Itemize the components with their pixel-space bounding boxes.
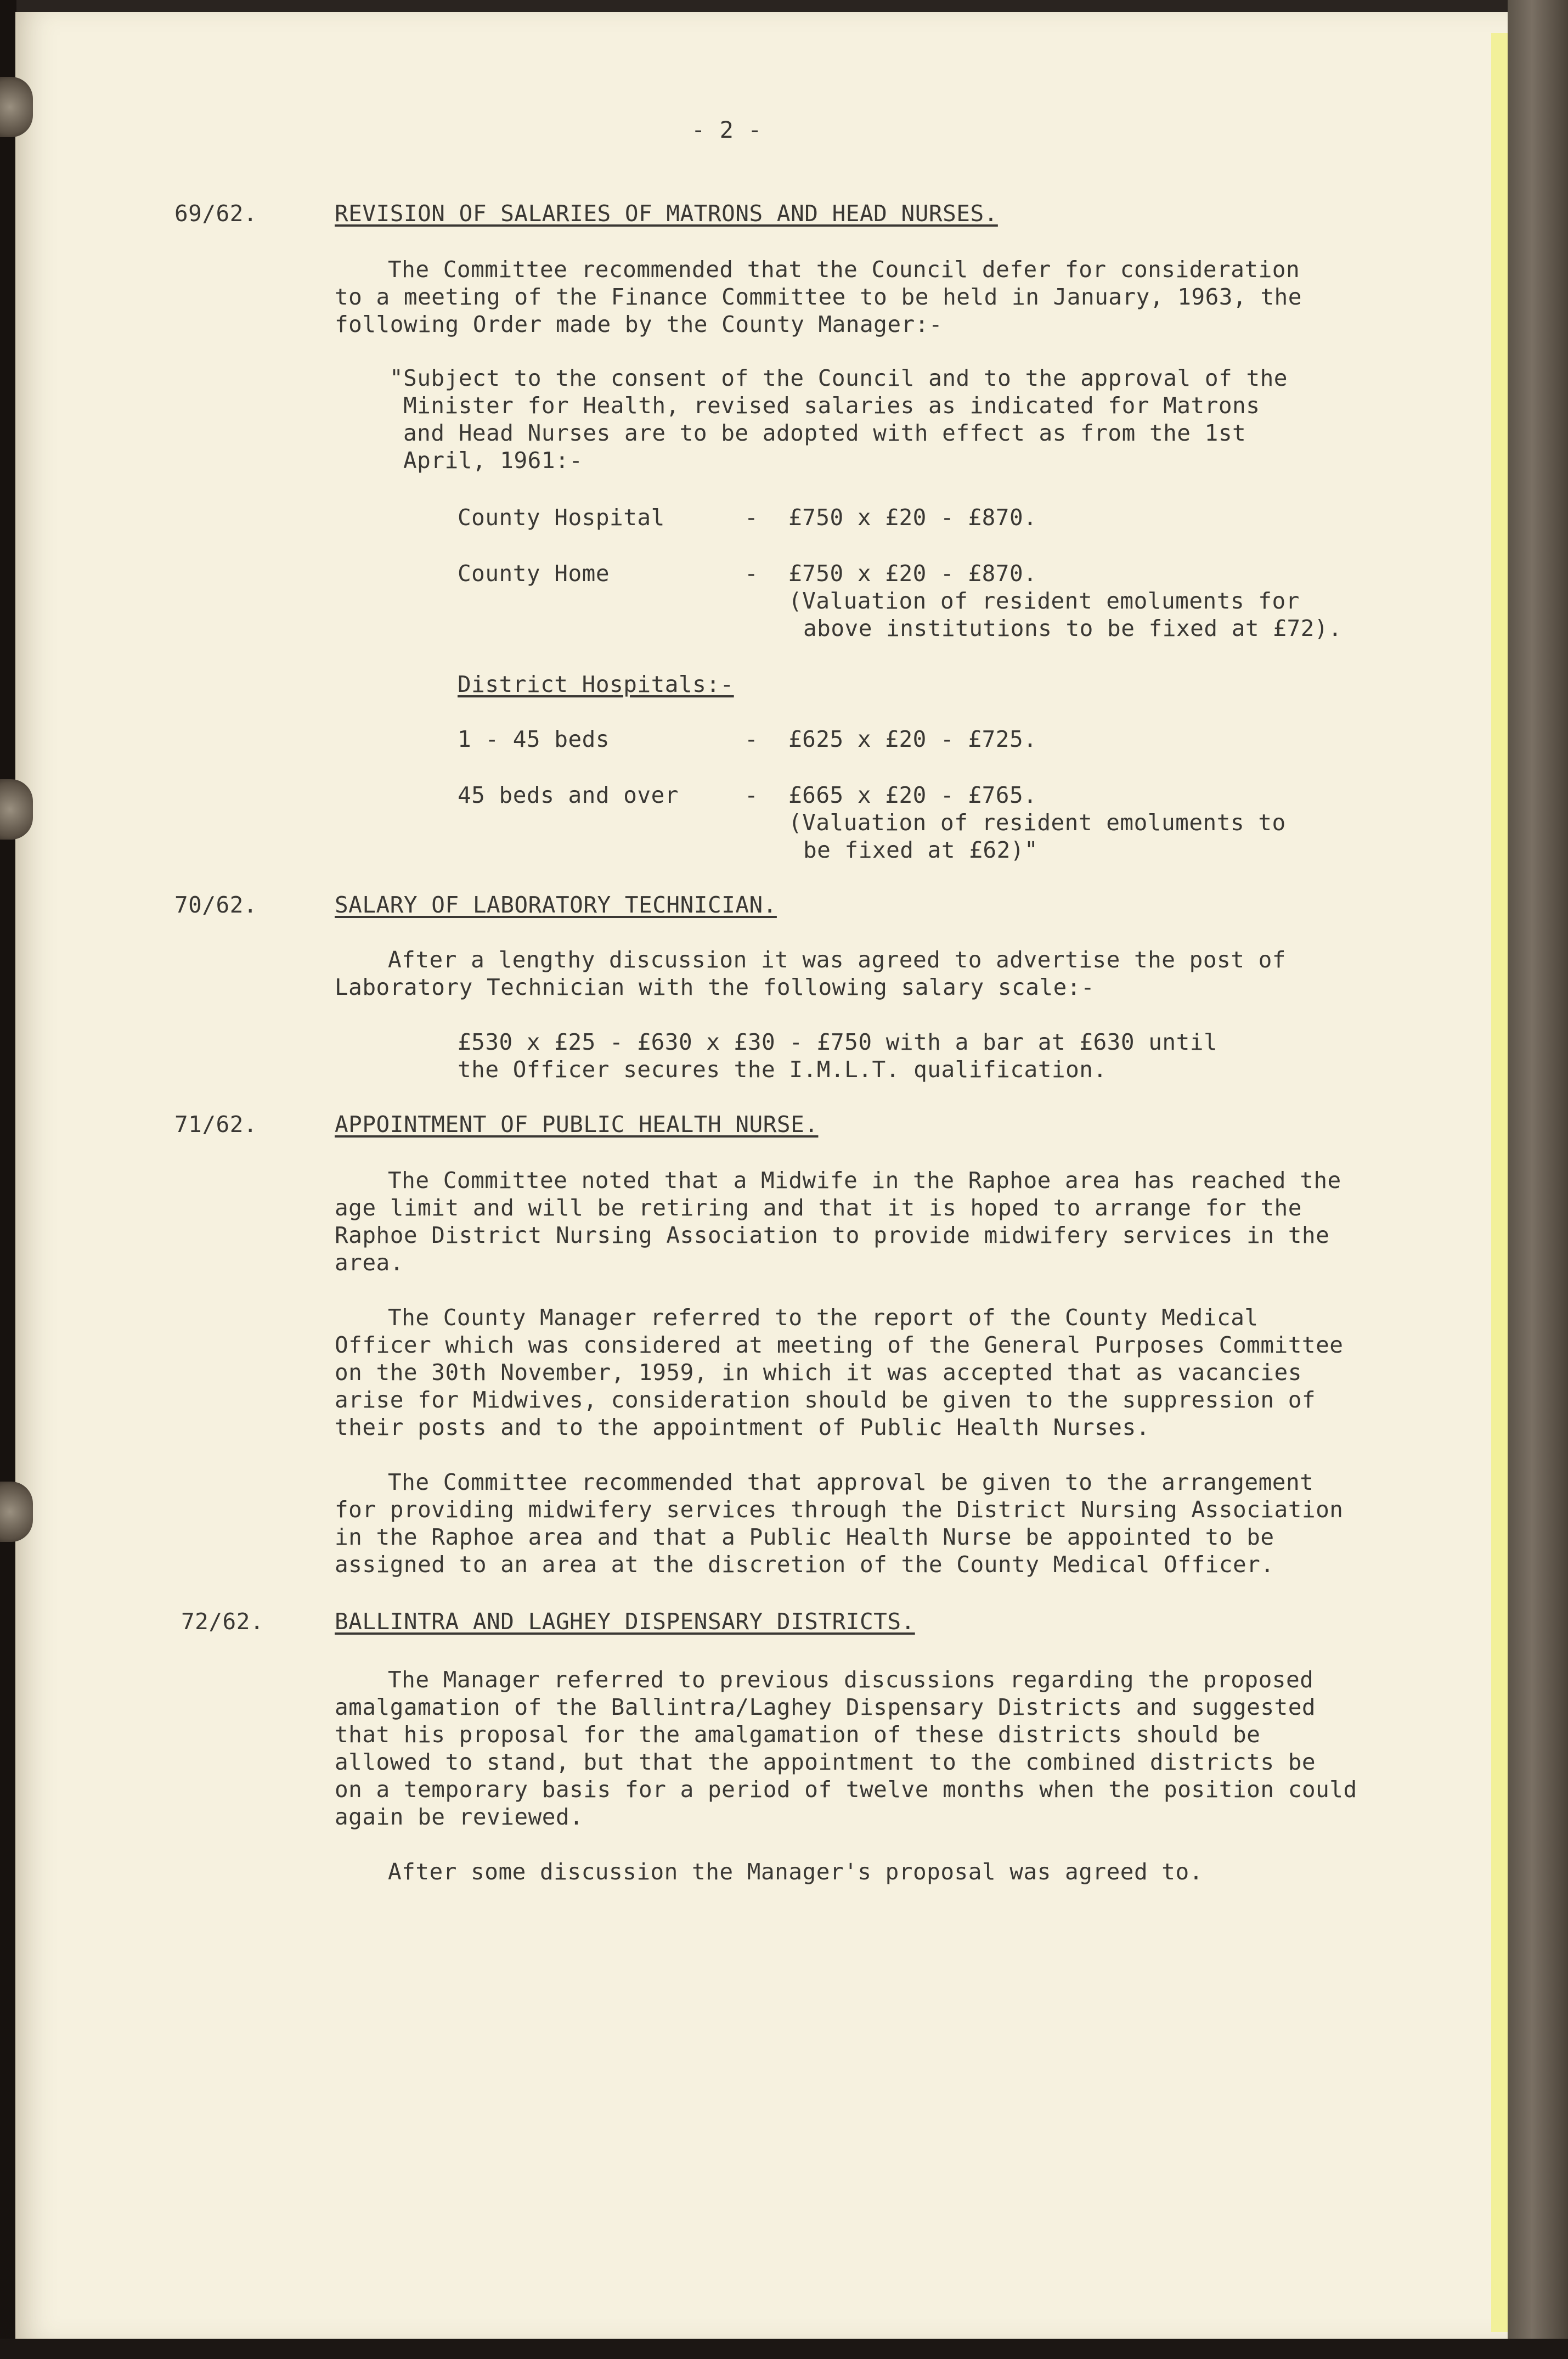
scale-value: £665 x £20 - £765. (788, 782, 1037, 808)
scale-line: the Officer secures the I.M.L.T. qualification. (458, 1056, 1107, 1083)
scale-label: County Home (458, 560, 610, 587)
paragraph-line: The Committee recommended that approval be given to the arrangement (388, 1469, 1314, 1495)
paragraph-line: Laboratory Technician with the following salary scale:- (335, 974, 1095, 1000)
paragraph-line: that his proposal for the amalgamation of these districts should be (335, 1721, 1261, 1748)
scale-value: £625 x £20 - £725. (788, 726, 1037, 752)
quote-line: Minister for Health, revised salaries as indicated for Matrons (403, 392, 1260, 419)
paragraph-line: their posts and to the appointment of Public Health Nurses. (335, 1414, 1150, 1440)
paragraph-line: The Committee recommended that the Council defer for consideration (388, 256, 1300, 283)
binder-ring-icon (0, 779, 33, 840)
paragraph-line: The County Manager referred to the report of the County Medical (388, 1304, 1259, 1331)
item-heading: APPOINTMENT OF PUBLIC HEALTH NURSE. (335, 1111, 819, 1138)
paragraph-line: again be reviewed. (335, 1804, 584, 1830)
scale-line: £530 x £25 - £630 x £30 - £750 with a bar at £630 until (458, 1029, 1218, 1055)
item-number: 69/62. (174, 200, 258, 227)
quote-line: April, 1961:- (403, 447, 583, 474)
paragraph-line: for providing midwifery services through the District Nursing Association (335, 1496, 1344, 1523)
paragraph-line: The Manager referred to previous discussions regarding the proposed (388, 1666, 1314, 1693)
page-number: - 2 - (691, 116, 762, 143)
subheading: District Hospitals:- (458, 671, 734, 697)
binder-bottom-edge (0, 2339, 1568, 2359)
scale-value: £750 x £20 - £870. (788, 560, 1037, 587)
page-edge-strip (1491, 33, 1508, 2332)
binding-left-edge (0, 0, 16, 2359)
scale-label: County Hospital (458, 504, 665, 531)
item-heading: BALLINTRA AND LAGHEY DISPENSARY DISTRICTS. (335, 1608, 915, 1635)
scale-dash: - (744, 504, 759, 531)
scale-dash: - (744, 560, 759, 587)
item-heading: REVISION OF SALARIES OF MATRONS AND HEAD NURSES. (335, 200, 998, 227)
paragraph-line: allowed to stand, but that the appointment to the combined districts be (335, 1749, 1316, 1775)
paragraph-line: After some discussion the Manager's proposal was agreed to. (388, 1859, 1203, 1885)
binder-ring-icon (0, 1482, 33, 1542)
paragraph-line: in the Raphoe area and that a Public Health Nurse be appointed to be (335, 1524, 1274, 1550)
scale-note: (Valuation of resident emoluments to (788, 809, 1286, 836)
paragraph-line: to a meeting of the Finance Committee to be held in January, 1963, the (335, 284, 1302, 310)
paragraph-line: Officer which was considered at meeting of the General Purposes Committee (335, 1332, 1344, 1358)
scale-dash: - (744, 726, 759, 752)
binder-ring-icon (0, 77, 33, 137)
scale-label: 1 - 45 beds (458, 726, 610, 752)
scale-note: above institutions to be fixed at £72). (803, 615, 1343, 641)
quote-line: "Subject to the consent of the Council and to the approval of the (390, 365, 1288, 391)
paragraph-line: Raphoe District Nursing Association to provide midwifery services in the (335, 1222, 1330, 1248)
paragraph-line: The Committee noted that a Midwife in the Raphoe area has reached the (388, 1167, 1341, 1193)
quote-line: and Head Nurses are to be adopted with effect as from the 1st (403, 420, 1246, 446)
paragraph-line: area. (335, 1249, 404, 1276)
item-heading: SALARY OF LABORATORY TECHNICIAN. (335, 892, 777, 918)
paragraph-line: following Order made by the County Manager:- (335, 311, 943, 337)
paragraph-line: assigned to an area at the discretion of the County Medical Officer. (335, 1551, 1274, 1578)
item-number: 72/62. (181, 1608, 264, 1635)
scale-label: 45 beds and over (458, 782, 679, 808)
item-number: 70/62. (174, 892, 258, 918)
paragraph-line: arise for Midwives, consideration should be given to the suppression of (335, 1387, 1316, 1413)
paragraph-line: After a lengthy discussion it was agreed to advertise the post of (388, 947, 1286, 973)
paragraph-line: age limit and will be retiring and that it is hoped to arrange for the (335, 1195, 1302, 1221)
paragraph-line: on a temporary basis for a period of twelve months when the position could (335, 1776, 1357, 1803)
scale-value: £750 x £20 - £870. (788, 504, 1037, 531)
scale-dash: - (744, 782, 759, 808)
paragraph-line: on the 30th November, 1959, in which it was accepted that as vacancies (335, 1359, 1302, 1386)
scale-note: (Valuation of resident emoluments for (788, 588, 1300, 614)
scale-note: be fixed at £62)" (803, 837, 1039, 863)
item-number: 71/62. (174, 1111, 258, 1138)
paragraph-line: amalgamation of the Ballintra/Laghey Dispensary Districts and suggested (335, 1694, 1316, 1720)
binder-cover (1508, 0, 1568, 2359)
